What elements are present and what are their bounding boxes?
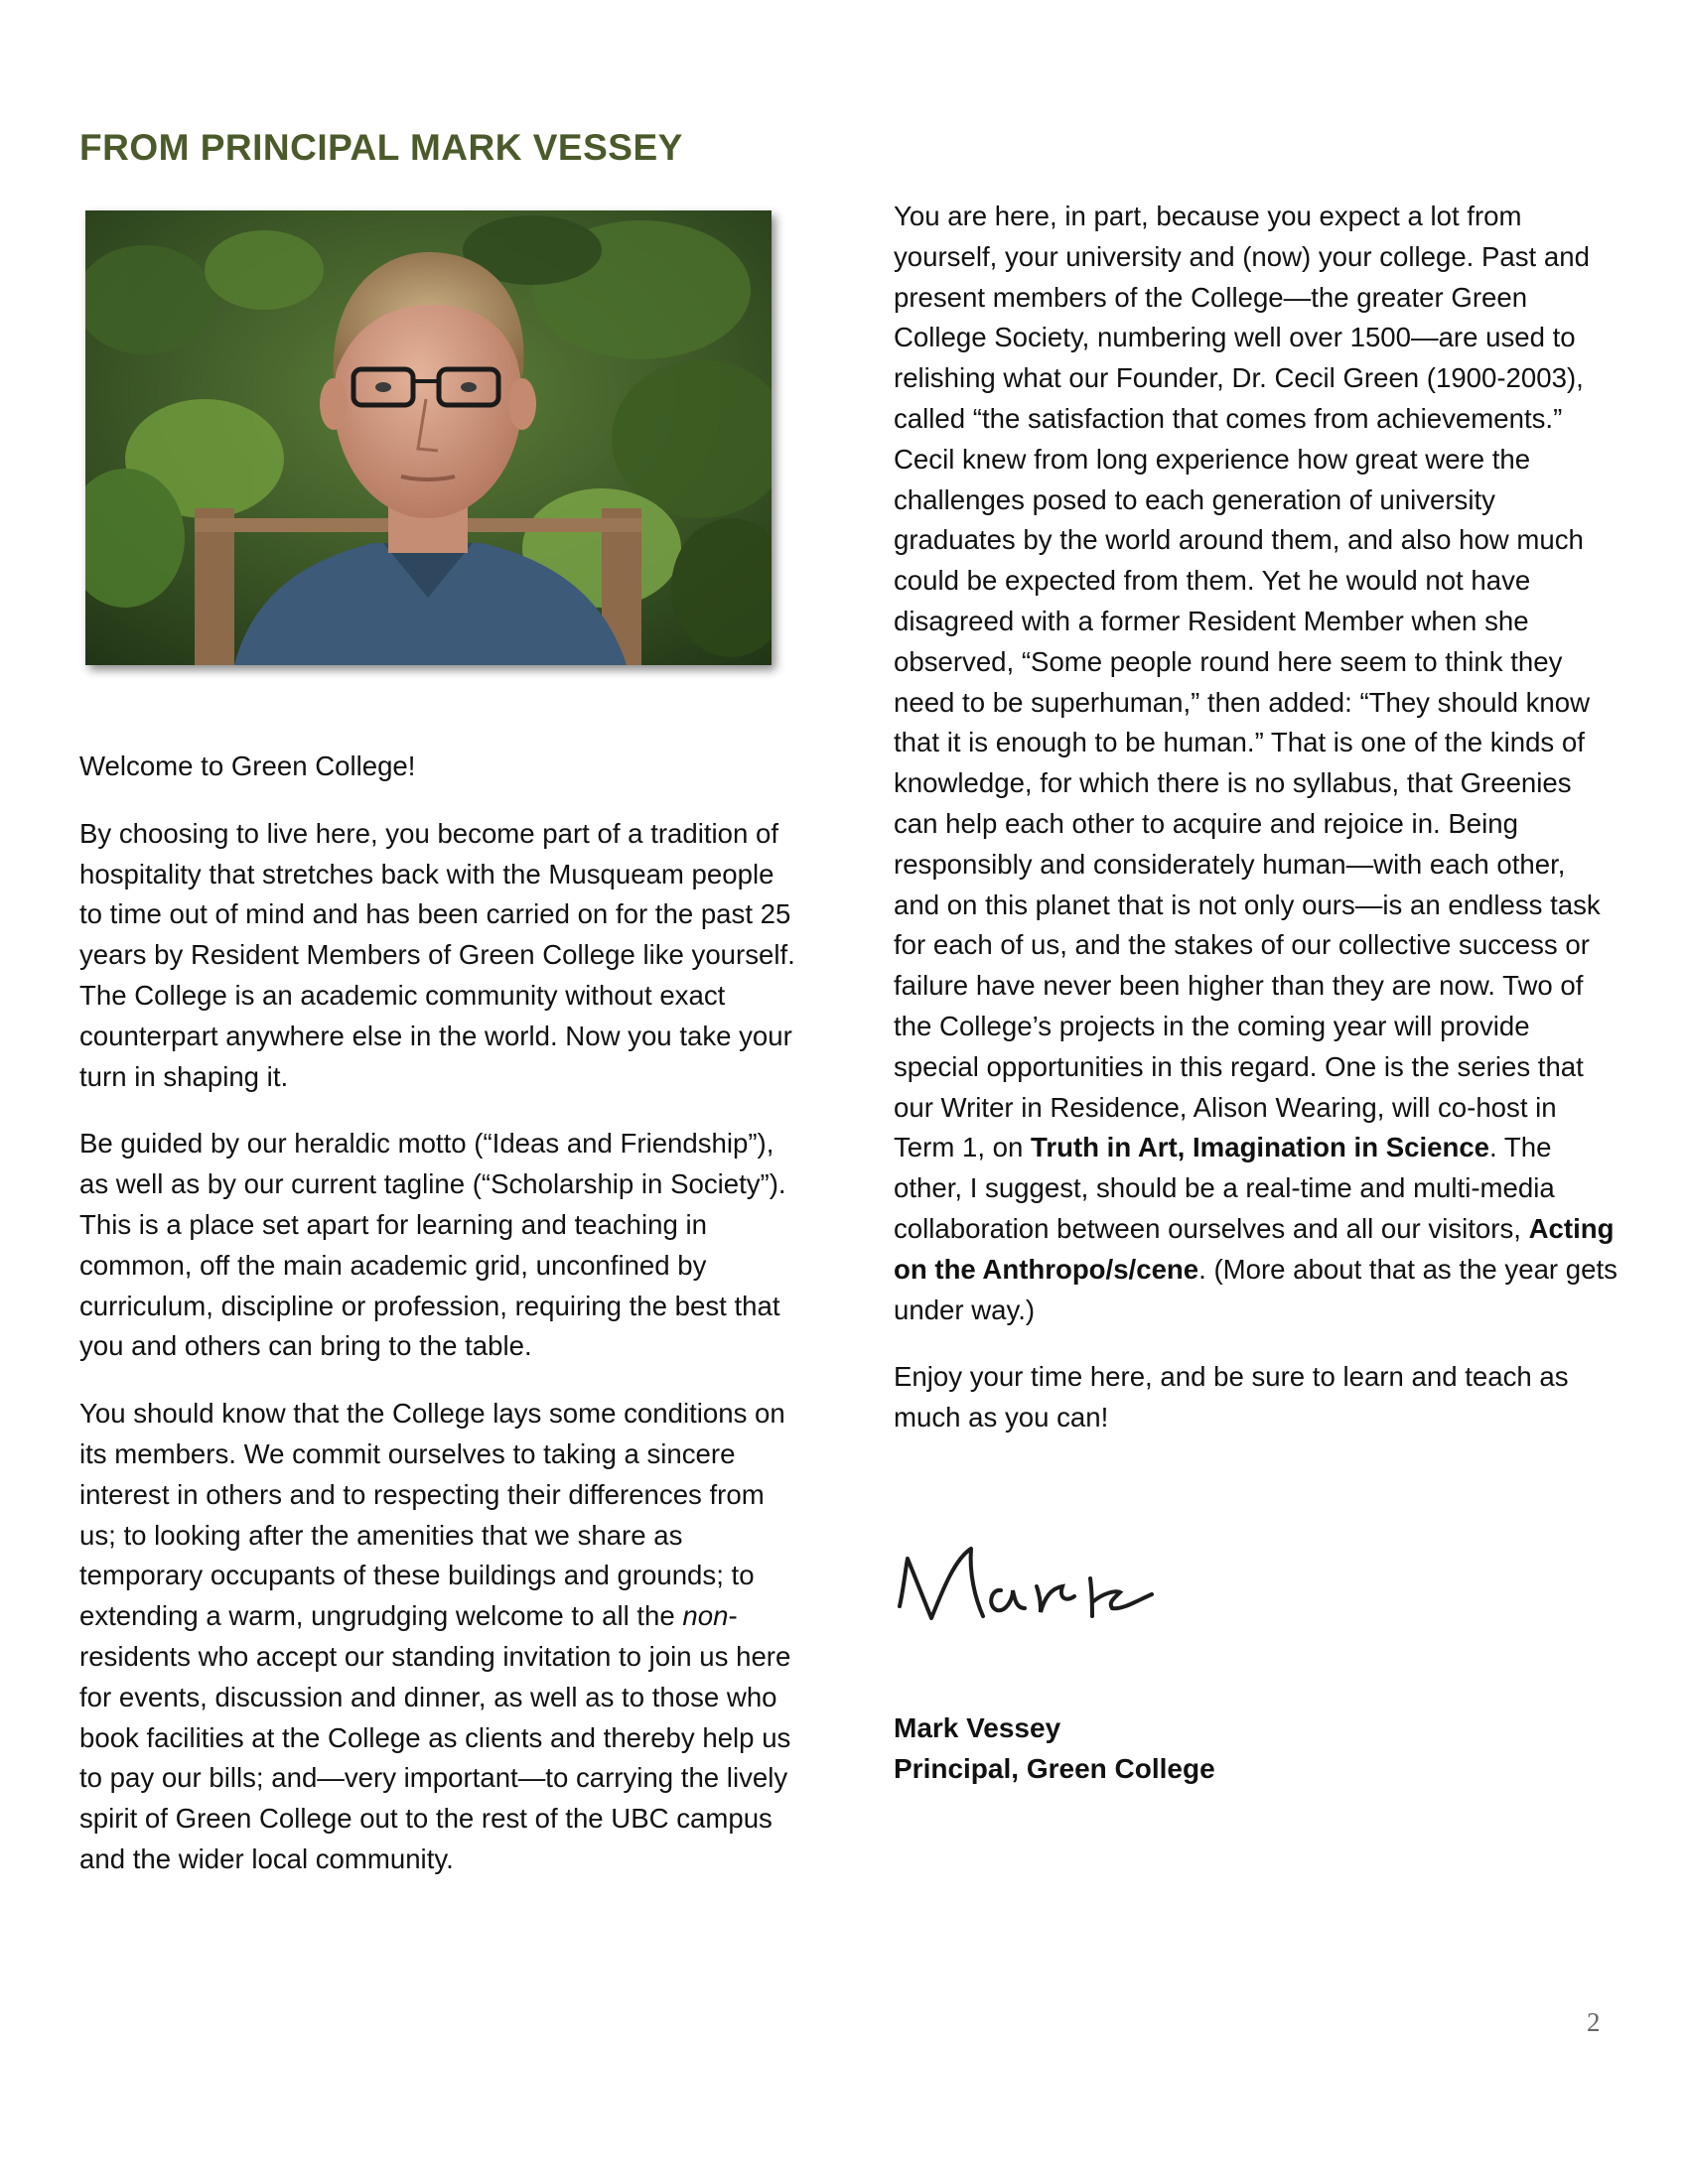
bold-anthropocene: Acting on the Anthropo/s/cene — [894, 1212, 1615, 1285]
signer-title: Principal, Green College — [894, 1753, 1215, 1784]
paragraph-tradition: By choosing to live here, you become part of a tradition of hospitality that stretches back with the Musqueam people to time out of mind and has been carried on for the past 25 years by Resident Members of Green College like yourself. The College is an academic community without exact counterpart anywhere else in the world. Now you take your turn in shaping it. — [79, 817, 795, 1092]
page-heading: FROM PRINCIPAL MARK VESSEY — [79, 127, 683, 168]
handwritten-signature — [892, 1529, 1190, 1638]
bold-truth-in-art: Truth in Art, Imagination in Science — [1031, 1132, 1490, 1163]
right-column — [894, 197, 1618, 1465]
emphasis-non: non — [682, 1600, 729, 1632]
principal-portrait-photo — [85, 210, 772, 665]
paragraph-conditions-part-1: You should know that the College lays some conditions on its members. We commit ourselves to taking a sincere interest in others and to respecting their differences from us; to looking after the amenities that we share as temporary occupants of these buildings and grounds; to extending a warm, ungrudging welcome to all the — [79, 1398, 785, 1632]
paragraph-enjoy: Enjoy your time here, and be sure to learn and teach as much as you can! — [894, 1361, 1569, 1433]
greeting: Welcome to Green College! — [79, 751, 416, 781]
paragraph-expectations-part-1: You are here, in part, because you expect a lot from yourself, your university and (now) your college. Past and present members of the College—the greater Green College Society, numbering well over 1500—are used to relishing what our Founder, Dr. Cecil Green (1900-2003), called “the satisfaction that comes from achievements.” Cecil knew from long experience how great were the challenges posed to each generation of university graduates by the world around them, and also how much could be expected from them. Yet he would not have disagreed with a former Resident Member when she observed, “Some people round here seem to think they need to be superhuman,” then added: “They should know that it is enough to be human.” That is one of the kinds of knowledge, for which there is no syllabus, that Greenies can help each other to acquire and rejoice in. Being responsibly and considerately human—with each other, and on this planet that is not only ours—is an endless task for each of us, and the stakes of our collective success or failure have never been higher than they are now. Two of the College’s projects in the coming year will provide special opportunities in this regard. One is the series that our Writer in Residence, Alison Wearing, will co-host in Term 1, on — [894, 201, 1601, 1163]
signature-block — [894, 1707, 1215, 1789]
paragraph-conditions — [79, 1394, 804, 1880]
paragraph-conditions-part-2: -residents who accept our standing invitation to join us here for events, discussion and dinner, as well as to those who book facilities at the College as clients and thereby help us to pay our bills; and—very important—to carrying the lively spirit of Green College out to the rest of the UBC campus and the wider local community. — [79, 1600, 791, 1874]
paragraph-motto: Be guided by our heraldic motto (“Ideas and Friendship”), as well as by our current tagline (“Scholarship in Society”). This is a place set apart for learning and teaching in common, off the main academic grid, unconfined by curriculum, discipline or profession, requiring the best that you and others can bring to the table. — [79, 1128, 786, 1362]
signer-name: Mark Vessey — [894, 1712, 1061, 1743]
page-number: 2 — [1587, 2007, 1601, 2037]
left-column — [79, 747, 804, 1907]
paragraph-expectations-part-2: . The other, I suggest, should be a real-time and multi-media collaboration between ourselves and all our visitors, — [894, 1132, 1555, 1244]
paragraph-expectations — [894, 197, 1618, 1330]
paragraph-expectations-part-3: . (More about that as the year gets under way.) — [894, 1253, 1618, 1325]
